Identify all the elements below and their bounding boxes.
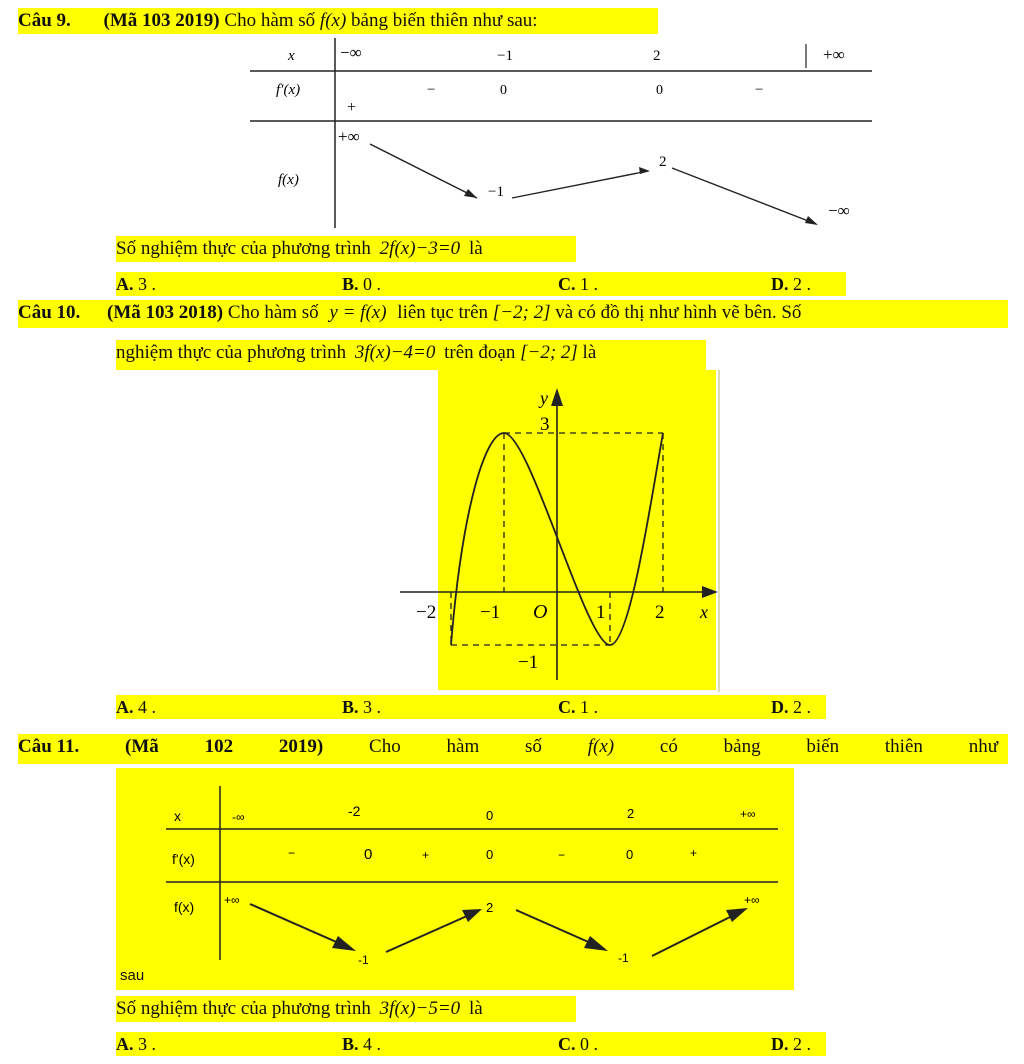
q11-word-2: 2019): [278, 736, 324, 757]
q9-row-x: x: [288, 48, 295, 64]
q11-question-pre: Số nghiệm thực của phương trình: [116, 998, 371, 1019]
q9-label: Câu 9.: [18, 10, 71, 31]
q11-word-5: số: [525, 736, 542, 757]
q9-arrow-down-2: [672, 168, 816, 224]
q11-options: [116, 1032, 826, 1056]
q11-option-b[interactable]: B. 4 .: [342, 1034, 382, 1054]
q10-tick-neg2: −2: [416, 602, 437, 623]
q10-tick-3: 3: [540, 414, 550, 435]
q10-option-d[interactable]: D. 2 .: [771, 697, 811, 717]
q9-options: [116, 272, 846, 296]
q10-y-axis-arrow: [551, 388, 563, 406]
q11-arrow-4: [652, 912, 740, 956]
q10-line2-pre: nghiệm thực của phương trình: [116, 342, 347, 363]
q11-equation: 3f(x)−5=0: [379, 998, 461, 1019]
q11-arrow-1: [250, 904, 350, 948]
q11-x-2: 0: [486, 808, 494, 823]
q9-f-0: +∞: [338, 127, 360, 146]
q11-word-1: 102: [204, 736, 234, 757]
q11-arrow-1-head: [332, 936, 356, 951]
q10-line2-mid: trên đoạn: [444, 342, 516, 363]
q10-line2-post: là: [582, 342, 597, 363]
q9-row-fp: f′(x): [276, 82, 301, 98]
q11-x-4: +∞: [740, 807, 756, 821]
q9-f-3: −∞: [828, 201, 850, 220]
q11-option-a[interactable]: A. 3 .: [116, 1034, 156, 1054]
q9-text-post: bảng biến thiên như sau:: [351, 10, 538, 31]
q11-word-8: bảng: [723, 736, 761, 757]
q11-label: Câu 11.: [18, 736, 80, 757]
q10-tick-neg1: −1: [480, 602, 501, 623]
q10-interval-2: [−2; 2]: [520, 342, 578, 363]
q10-interval: [−2; 2]: [492, 302, 551, 323]
q11-word-11: như: [968, 736, 998, 757]
q9-fp-3: 0: [656, 83, 663, 98]
q10-tick-y-neg1: −1: [518, 652, 539, 673]
q11-word-10: thiên: [884, 736, 923, 757]
q10-tick-2: 2: [655, 602, 665, 623]
q10-option-c[interactable]: C. 1 .: [558, 697, 598, 717]
q11-x-0: -∞: [232, 810, 245, 824]
q10-axis-x-label: x: [700, 602, 708, 622]
q10-options: [116, 695, 826, 719]
q11-option-c[interactable]: C. 0 .: [558, 1034, 598, 1054]
q11-f-4: +∞: [744, 893, 760, 907]
q11-fp-3: 0: [486, 847, 494, 862]
q9-question-pre: Số nghiệm thực của phương trình: [116, 238, 371, 259]
q11-f-0: +∞: [224, 893, 240, 907]
q9-row-f: f(x): [278, 172, 299, 188]
q9-fp-2: 0: [500, 83, 507, 98]
q10-tick-1: 1: [596, 602, 606, 623]
q11-word-6: f(x): [587, 736, 615, 757]
q10-line1-mid: liên tục trên: [397, 302, 489, 323]
q10-label: Câu 10.: [18, 302, 81, 323]
q9-x-1: −1: [497, 48, 513, 64]
q11-arrow-2: [386, 912, 476, 952]
q9-source: (Mã 103 2019): [103, 10, 220, 31]
q9-option-c[interactable]: C. 1 .: [558, 274, 598, 294]
q11-x-1: -2: [348, 803, 361, 819]
q10-origin: O: [533, 601, 548, 623]
q9-arrow-down-2-head: [805, 216, 818, 225]
q9-text-pre: Cho hàm số: [224, 10, 316, 31]
q11-question: [116, 996, 576, 1022]
q11-arrow-2-head: [462, 909, 482, 922]
q11-arrow-4-head: [726, 908, 748, 922]
q11-option-d[interactable]: D. 2 .: [771, 1034, 811, 1054]
q9-option-a[interactable]: A. 3 .: [116, 274, 156, 294]
q10-axis-y-label: y: [540, 388, 548, 408]
q10-line2: [116, 340, 706, 370]
q11-x-3: 2: [627, 806, 635, 821]
q9-arrow-up: [512, 171, 648, 198]
q11-fp-5: 0: [626, 847, 634, 862]
q10-line1-post: và có đồ thị như hình vẽ bên. Số: [555, 302, 802, 323]
q9-fx: f(x): [319, 10, 347, 31]
q10-equation: 3f(x)−4=0: [354, 342, 436, 363]
q11-fp-1: 0: [364, 846, 373, 863]
q9-arrow-down-1-head: [464, 189, 477, 198]
q10-x-axis-arrow: [702, 586, 718, 598]
q9-f-2: 2: [659, 154, 667, 170]
q10-source: (Mã 103 2018): [107, 302, 224, 323]
q9-f-1: −1: [488, 184, 504, 200]
q11-arrow-3-head: [584, 936, 608, 951]
q11-f-2: 2: [486, 900, 494, 915]
q9-header: [18, 8, 658, 34]
q9-fp-1: −: [427, 82, 436, 98]
q9-option-b[interactable]: B. 0 .: [342, 274, 382, 294]
q11-row-f: f(x): [174, 899, 195, 915]
q11-fp-4: −: [558, 848, 566, 862]
q11-word-4: hàm: [446, 736, 480, 757]
q10-line1-pre: Cho hàm số: [227, 302, 319, 323]
q10-option-a[interactable]: A. 4 .: [116, 697, 156, 717]
q9-equation: 2f(x)−3=0: [379, 238, 461, 259]
q11-word-7: có: [659, 736, 678, 757]
q11-fp-6: +: [690, 846, 698, 860]
q11-row-x: x: [174, 808, 181, 824]
q9-fp-0: +: [347, 99, 357, 116]
q11-word-9: biến: [806, 736, 840, 757]
q11-row-fp: f'(x): [172, 851, 195, 867]
q11-variation-table: [160, 782, 785, 982]
q9-fp-4: −: [755, 82, 764, 98]
q11-f-1: -1: [358, 953, 369, 967]
q9-x-2: 2: [653, 48, 661, 64]
q11-f-3: -1: [618, 951, 629, 965]
q9-arrow-up-head: [639, 167, 650, 174]
q11-header: [18, 734, 1008, 764]
q11-question-post: là: [468, 998, 483, 1019]
q11-sau: sau: [120, 967, 145, 984]
q10-graph: [400, 380, 730, 680]
q11-word-0: (Mã: [125, 736, 159, 757]
q9-variation-table: [250, 38, 875, 238]
q10-func: y = f(x): [329, 302, 387, 323]
q9-question: [116, 236, 576, 262]
q9-x-0: −∞: [340, 43, 362, 62]
q11-fp-0: −: [288, 846, 296, 860]
q9-x-3: +∞: [823, 45, 845, 64]
q9-question-post: là: [468, 238, 483, 259]
q9-arrow-down-1: [370, 144, 477, 198]
q10-option-b[interactable]: B. 3 .: [342, 697, 382, 717]
q9-option-d[interactable]: D. 2 .: [771, 274, 811, 294]
q10-line1: [18, 300, 1008, 328]
q11-word-3: Cho: [369, 736, 401, 757]
q11-fp-2: +: [422, 848, 430, 862]
